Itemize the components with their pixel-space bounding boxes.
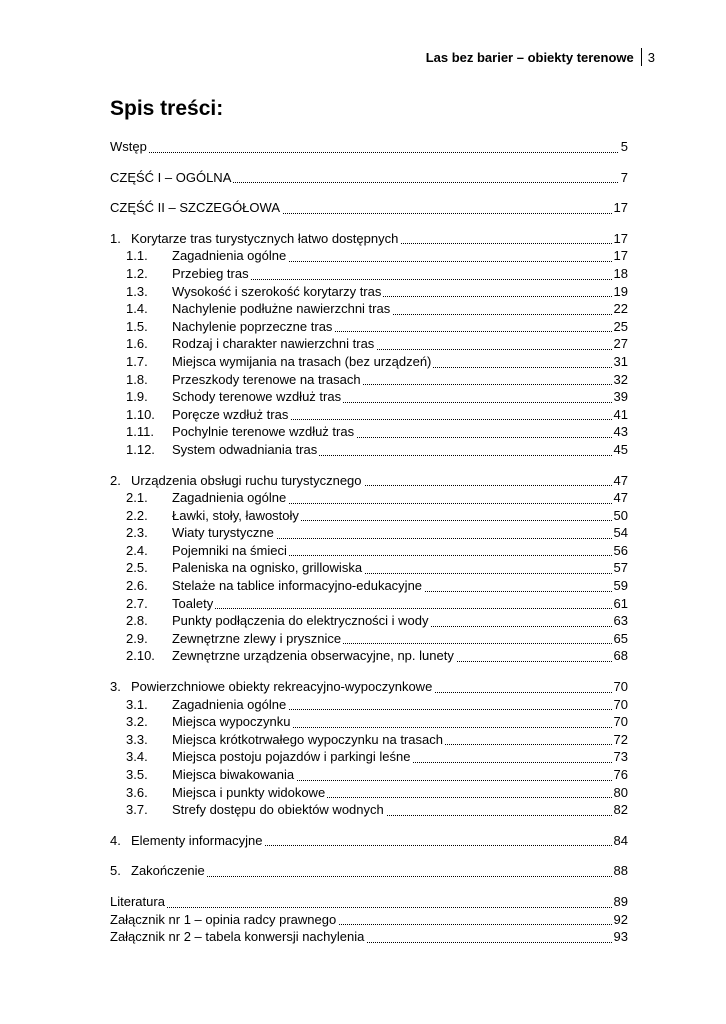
toc-entry-text: Miejsca wypoczynku: [172, 714, 291, 730]
toc-entry-number: 3.6.: [126, 784, 148, 800]
dot-leader: [110, 907, 628, 908]
toc-entry-number: 1.4.: [126, 301, 148, 317]
toc-entry-page: 73: [613, 749, 628, 765]
toc-entry-number: 1.8.: [126, 371, 148, 387]
toc-entry-number: 1.7.: [126, 353, 148, 369]
toc-entry: [126, 406, 628, 424]
toc-entry-label: [110, 863, 207, 878]
toc-entry-label: [126, 508, 301, 523]
toc-entry-page: 18: [613, 265, 628, 281]
toc-entry-label: [110, 894, 167, 909]
toc-entry-number: 3.: [110, 679, 121, 695]
toc-entry: [126, 371, 628, 389]
toc-entry-text: Poręcze wzdłuż tras: [172, 406, 289, 422]
toc-entry-text: Zagadnienia ogólne: [172, 248, 287, 264]
toc-entry-number: 3.5.: [126, 767, 148, 782]
toc-entry: [110, 138, 628, 156]
toc-entry-page: 82: [613, 802, 628, 818]
toc-entry: [126, 577, 628, 595]
toc-entry: [110, 862, 628, 880]
toc-entry-page: 50: [613, 507, 628, 523]
toc-entry-number: 4.: [110, 832, 121, 848]
toc-entry-number: 3.3.: [126, 731, 148, 747]
toc-entry: [110, 169, 628, 187]
toc-entry-page: 68: [613, 648, 628, 664]
toc-entry-label: [110, 929, 366, 944]
toc-entry-text: Ławki, stoły, ławostoły: [172, 507, 299, 523]
toc-entry-label: [126, 631, 343, 646]
toc-entry-number: 1.10.: [126, 406, 155, 422]
toc-entry-text: Wysokość i szerokość korytarzy tras: [172, 283, 382, 299]
toc-entry-number: 2.5.: [126, 560, 148, 576]
toc-entry-number: 5.: [110, 863, 121, 879]
toc-entry-label: [110, 912, 338, 927]
toc-entry: [110, 678, 628, 696]
toc-entry-page: 88: [613, 863, 628, 879]
toc-entry-text: Urządzenia obsługi ruchu turystycznego: [131, 472, 362, 488]
toc-entry-page: 92: [613, 911, 628, 927]
toc-entry: [126, 265, 628, 283]
toc-entry-label: [126, 596, 215, 611]
toc-entry-number: 2.: [110, 472, 121, 488]
toc-entry-text: Stelaże na tablice informacyjno-edukacyjne: [172, 578, 423, 594]
toc-entry-label: [126, 578, 424, 593]
toc-entry-text: Przebieg tras: [172, 265, 249, 281]
toc-entry-text: Paleniska na ognisko, grillowiska: [172, 560, 363, 576]
dot-leader: [110, 152, 628, 153]
toc-entry-number: 2.3.: [126, 525, 148, 541]
toc-entry-label: [126, 613, 431, 628]
toc-entry-page: 27: [613, 336, 628, 352]
toc-entry-number: 1.6.: [126, 336, 148, 352]
toc-entry-label: [126, 714, 293, 729]
toc-entry-text: Nachylenie podłużne nawierzchni tras: [172, 301, 391, 317]
toc-entry-label: [126, 560, 364, 575]
toc-entry: [126, 388, 628, 406]
toc-entry: [110, 928, 628, 946]
toc-entry-label: [110, 679, 434, 694]
toc-entry-label: [126, 749, 412, 764]
toc-entry: [126, 766, 628, 784]
toc-entry-page: 19: [613, 283, 628, 299]
toc-entry-page: 93: [613, 929, 628, 945]
toc-entry-text: Przeszkody terenowe na trasach: [172, 371, 361, 387]
toc-entry-page: 80: [613, 784, 628, 800]
toc-entry-text: Powierzchniowe obiekty rekreacyjno-wypoczynkowe: [131, 679, 433, 695]
toc-entry-text: Zewnętrzne zlewy i prysznice: [172, 630, 342, 646]
toc-entry: [126, 731, 628, 749]
toc-entry-page: 32: [613, 371, 628, 387]
toc-entry-label: [126, 372, 363, 387]
toc-entry-label: [126, 732, 445, 747]
toc-entry-text: Schody terenowe wzdłuż tras: [172, 389, 342, 405]
toc-entry-page: 63: [613, 613, 628, 629]
toc-entry-label: [110, 231, 400, 246]
toc-entry: [126, 247, 628, 265]
toc-entry-text: Elementy informacyjne: [131, 832, 263, 848]
toc-entry-label: [110, 473, 364, 488]
toc-entry-number: 1.5.: [126, 318, 148, 334]
toc-entry-page: 54: [613, 525, 628, 541]
toc-entry-number: 3.4.: [126, 749, 148, 765]
toc-entry: [126, 353, 628, 371]
toc-entry-number: 3.2.: [126, 714, 148, 730]
toc-entry: [126, 612, 628, 630]
toc-entry-text: Miejsca biwakowania: [172, 767, 295, 782]
toc-entry: [126, 283, 628, 301]
toc-entry-page: 70: [613, 714, 628, 730]
toc-entry-page: 89: [613, 893, 628, 909]
toc-entry-number: 2.9.: [126, 630, 148, 646]
header-divider: [641, 48, 642, 66]
running-header-title: Las bez barier – obiekty terenowe: [425, 49, 634, 65]
toc-entry-label: [126, 407, 290, 422]
toc-entry-text: Literatura: [110, 893, 165, 909]
toc-entry-text: Zewnętrzne urządzenia obserwacyjne, np. lunety: [172, 648, 454, 664]
toc-entry: [126, 441, 628, 459]
toc-entry-text: Toalety: [172, 595, 214, 611]
toc-entry-text: Miejsca postoju pojazdów i parkingi leśne: [172, 749, 411, 765]
toc-entry-text: Nachylenie poprzeczne tras: [172, 318, 333, 334]
toc-entry: [126, 507, 628, 525]
toc-entry-page: 7: [620, 169, 628, 185]
toc-entry-text: Załącznik nr 1 – opinia radcy prawnego: [110, 911, 337, 927]
toc-entry-page: 45: [613, 441, 628, 457]
toc-entry-number: 2.7.: [126, 595, 148, 611]
toc-entry-number: 1.12.: [126, 441, 155, 457]
toc-entry-label: [126, 319, 334, 334]
toc-entry-label: [126, 767, 296, 782]
toc-entry-label: [126, 525, 276, 540]
toc-entry-label: [110, 833, 265, 848]
toc-entry: [110, 230, 628, 248]
toc-entry: [126, 748, 628, 766]
toc-entry-text: CZĘŚĆ I – OGÓLNA: [110, 169, 232, 185]
toc-entry: [126, 784, 628, 802]
toc-entry-label: [126, 697, 288, 712]
toc-entry-text: Miejsca krótkotrwałego wypoczynku na trasach: [172, 731, 443, 747]
toc-entry-label: [126, 785, 327, 800]
toc-entry: [126, 542, 628, 560]
toc-entry-page: 70: [613, 679, 628, 695]
toc-entry-label: [126, 301, 392, 316]
toc-entry-page: 5: [620, 139, 628, 154]
toc-entry: [126, 801, 628, 819]
toc-entry-page: 39: [613, 389, 628, 405]
toc-entry-label: [126, 442, 319, 457]
toc-entry-number: 1.1.: [126, 248, 148, 264]
running-header: [426, 48, 655, 66]
toc-entry-label: [126, 248, 288, 263]
toc-entry-number: 1.9.: [126, 389, 148, 405]
table-of-contents: [110, 138, 628, 946]
toc-entry-label: [126, 266, 251, 281]
toc-entry: [126, 300, 628, 318]
toc-entry-number: 2.1.: [126, 490, 148, 506]
toc-entry: [110, 472, 628, 490]
toc-entry: [126, 559, 628, 577]
toc-entry-text: System odwadniania tras: [172, 441, 318, 457]
toc-entry: [126, 524, 628, 542]
toc-entry: [110, 199, 628, 217]
toc-entry: [126, 595, 628, 613]
toc-entry-text: Zagadnienia ogólne: [172, 696, 287, 712]
toc-entry-page: 61: [613, 595, 628, 611]
toc-entry-number: 3.1.: [126, 696, 148, 712]
toc-entry-page: 70: [613, 696, 628, 712]
toc-entry-page: 47: [613, 472, 628, 488]
toc-entry-label: [126, 389, 343, 404]
toc-entry-number: 1.11.: [126, 424, 154, 440]
toc-entry-text: Pochylnie terenowe wzdłuż tras: [172, 424, 355, 440]
toc-entry-label: [126, 543, 289, 558]
toc-entry-page: 41: [613, 406, 628, 422]
toc-entry-number: 1.2.: [126, 265, 148, 281]
toc-entry-text: Wstęp: [110, 139, 147, 154]
toc-entry-number: 1.3.: [126, 283, 148, 299]
toc-entry: [126, 335, 628, 353]
toc-entry: [126, 713, 628, 731]
toc-entry: [126, 696, 628, 714]
toc-entry-text: Rodzaj i charakter nawierzchni tras: [172, 336, 375, 352]
toc-entry: [126, 489, 628, 507]
toc-entry-page: 72: [613, 731, 628, 747]
toc-entry-text: Załącznik nr 2 – tabela konwersji nachylenia: [110, 929, 365, 945]
toc-entry-label: [126, 490, 288, 505]
toc-entry-page: 47: [613, 490, 628, 506]
toc-entry-text: Punkty podłączenia do elektryczności i wody: [172, 613, 429, 629]
toc-entry-page: 25: [613, 318, 628, 334]
toc-entry-text: Strefy dostępu do obiektów wodnych: [172, 802, 384, 818]
toc-entry-number: 2.6.: [126, 578, 148, 594]
toc-entry: [126, 318, 628, 336]
toc-entry-label: [126, 424, 356, 439]
toc-entry-page: 57: [613, 560, 628, 576]
toc-entry-label: [126, 354, 433, 369]
toc-entry-page: 84: [613, 832, 628, 848]
toc-entry: [110, 832, 628, 850]
toc-entry: [126, 630, 628, 648]
toc-entry-page: 17: [613, 200, 628, 216]
toc-entry-page: 17: [613, 248, 628, 264]
toc-entry-text: Wiaty turystyczne: [172, 525, 274, 541]
toc-entry-number: 1.: [110, 230, 121, 246]
toc-entry: [110, 911, 628, 929]
toc-entry-page: 76: [613, 767, 628, 782]
toc-entry-number: 2.4.: [126, 542, 148, 558]
toc-entry-label: [110, 139, 149, 154]
toc-entry-label: [126, 336, 376, 351]
toc-entry-text: Zagadnienia ogólne: [172, 490, 287, 506]
toc-entry-text: Zakończenie: [131, 863, 205, 879]
toc-entry-text: Pojemniki na śmieci: [172, 542, 287, 558]
toc-title: Spis treści:: [110, 97, 224, 120]
toc-entry-label: [126, 802, 386, 817]
toc-entry-number: 2.10.: [126, 648, 155, 664]
toc-entry-label: [110, 200, 282, 215]
toc-entry-label: [110, 170, 233, 185]
toc-entry-number: 2.2.: [126, 507, 148, 523]
toc-entry-text: Korytarze tras turystycznych łatwo dostępnych: [131, 230, 399, 246]
toc-entry-number: 3.7.: [126, 802, 148, 818]
toc-entry-page: 65: [613, 630, 628, 646]
toc-entry-page: 22: [613, 301, 628, 317]
toc-entry-text: Miejsca i punkty widokowe: [172, 784, 326, 800]
toc-entry-page: 31: [613, 353, 628, 369]
toc-entry-label: [126, 284, 383, 299]
toc-entry: [126, 423, 628, 441]
toc-entry-page: 17: [613, 230, 628, 246]
toc-entry-page: 59: [613, 578, 628, 594]
toc-entry-page: 56: [613, 542, 628, 558]
toc-entry-text: CZĘŚĆ II – SZCZEGÓŁOWA: [110, 200, 280, 216]
toc-entry: [126, 647, 628, 665]
toc-entry-number: 2.8.: [126, 613, 148, 629]
toc-entry-label: [126, 648, 456, 663]
toc-entry: [110, 893, 628, 911]
toc-entry-text: Miejsca wymijania na trasach (bez urządzeń): [172, 353, 432, 369]
page-number: 3: [647, 49, 655, 65]
toc-entry-page: 43: [613, 424, 628, 440]
